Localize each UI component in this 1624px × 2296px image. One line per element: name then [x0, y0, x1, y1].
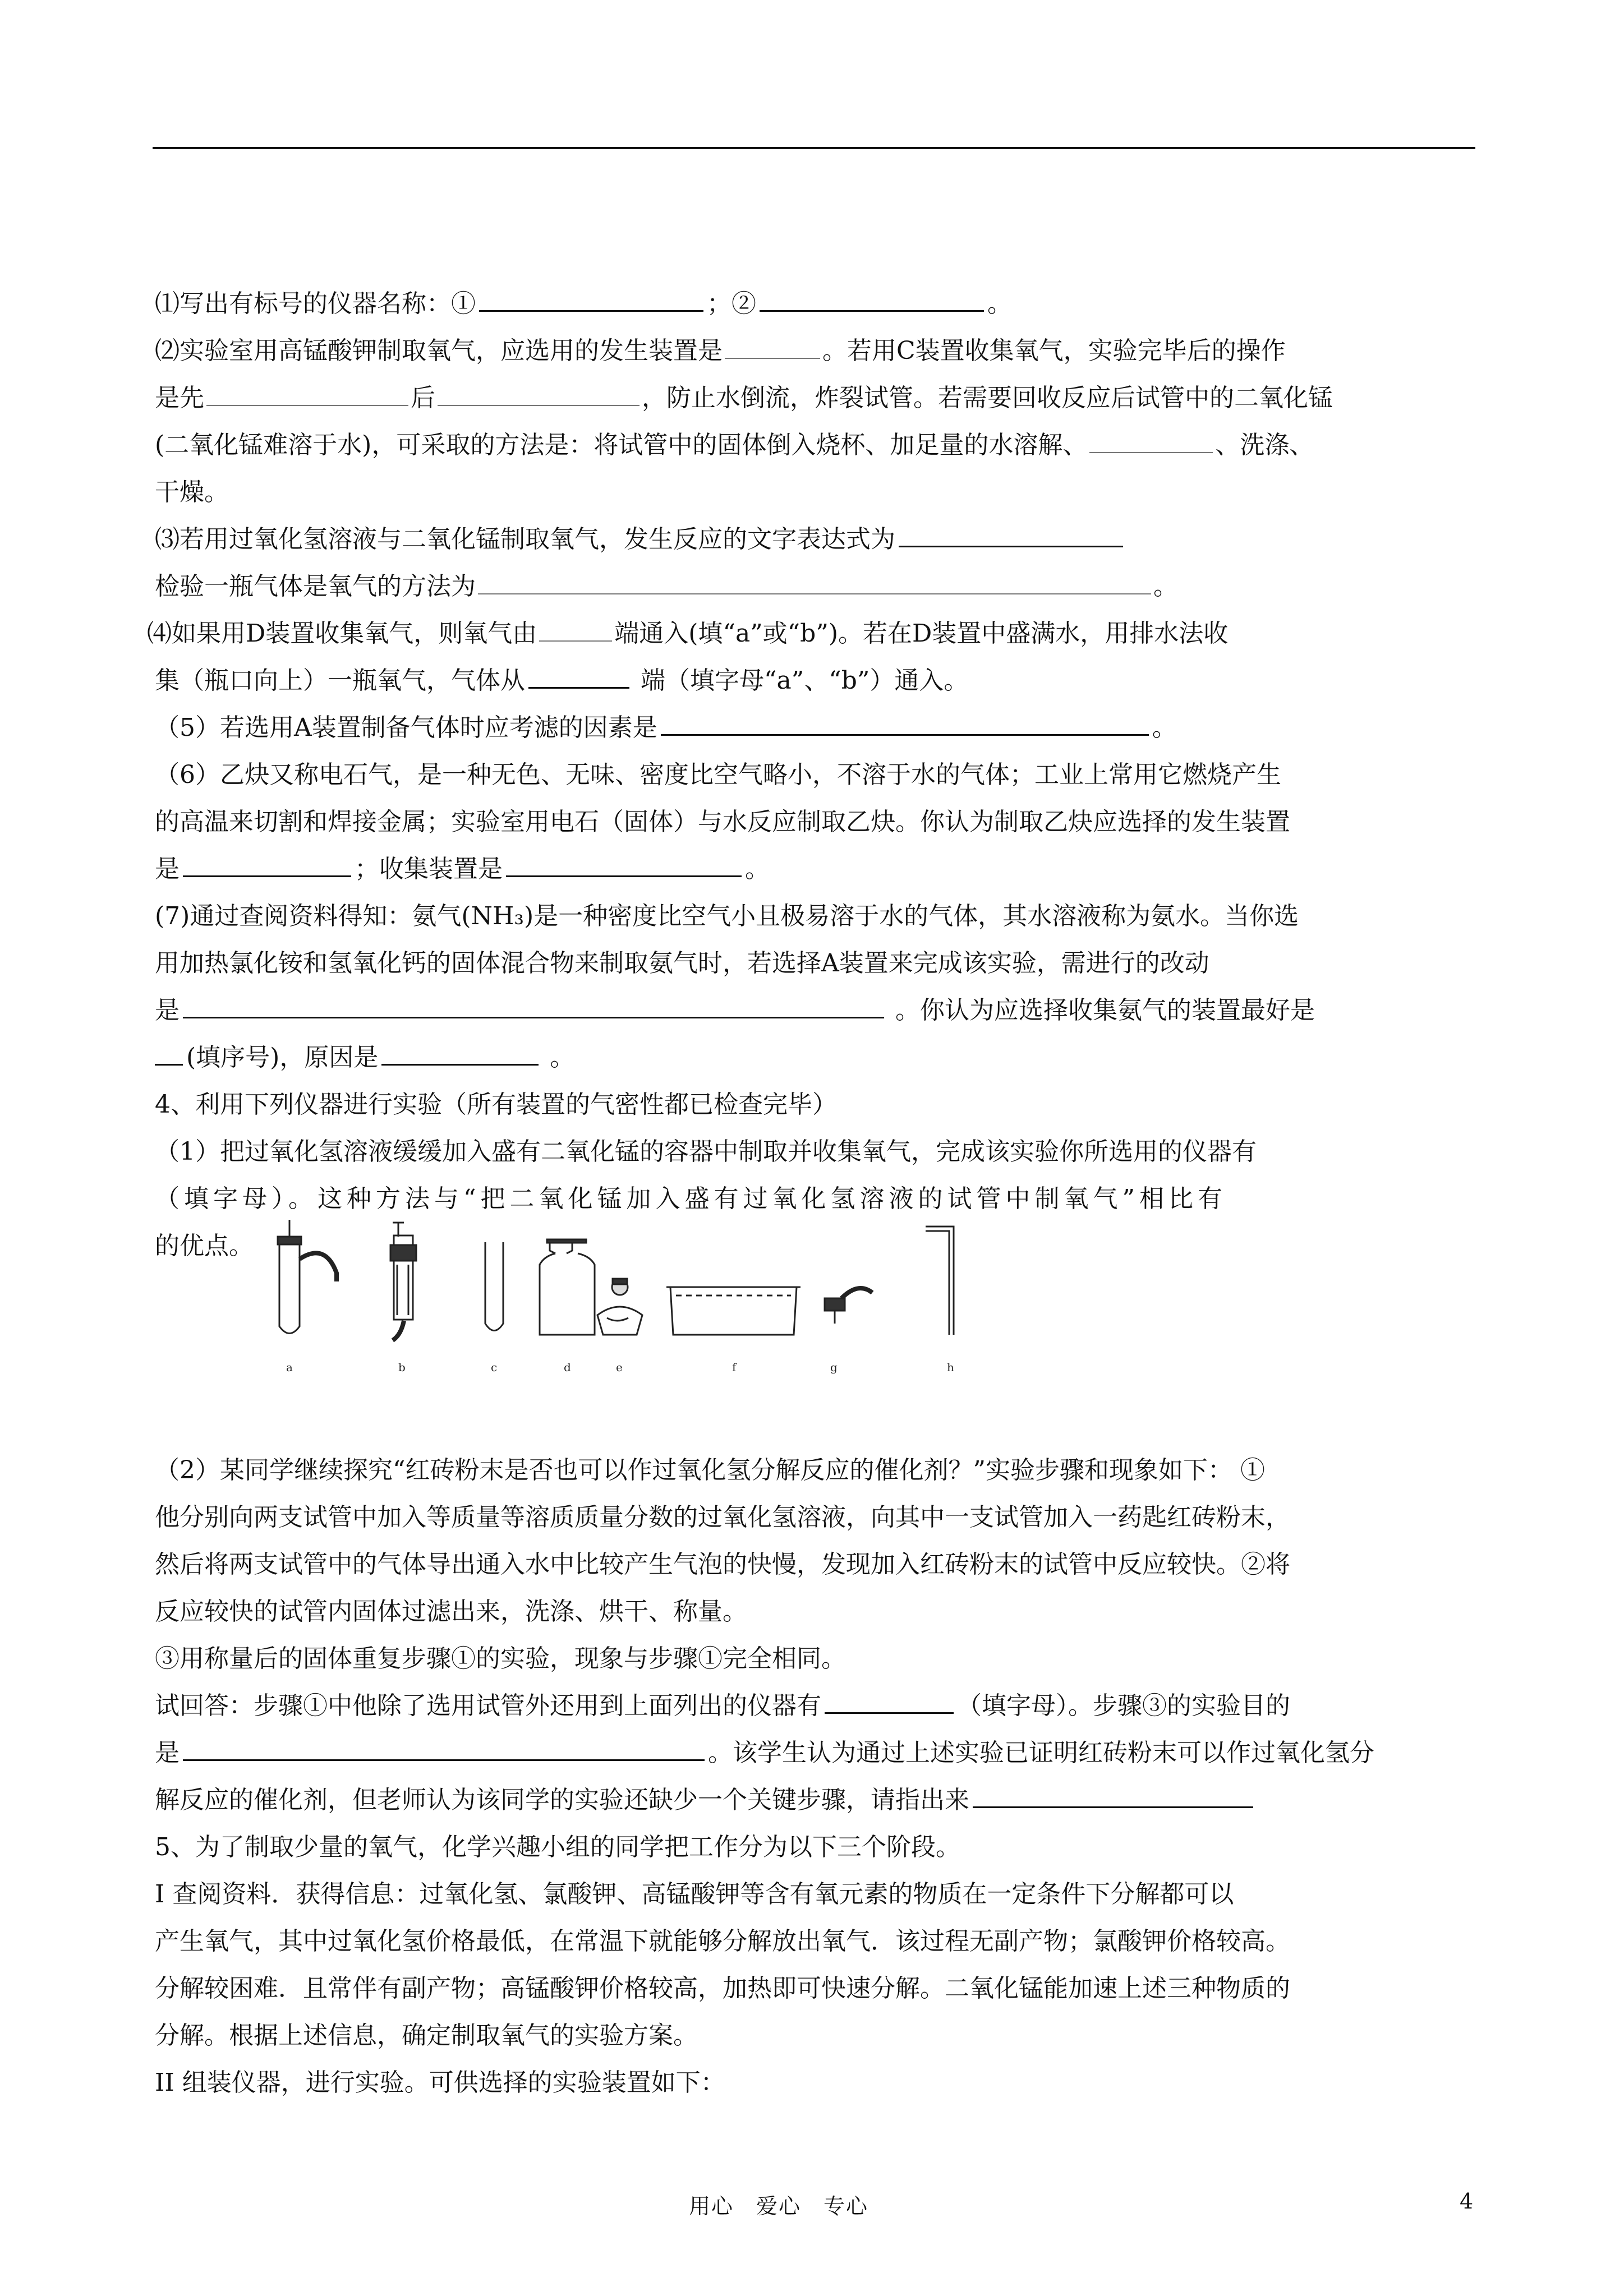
apparatus-label-h: h — [947, 1361, 954, 1374]
answer-blank[interactable] — [760, 283, 984, 312]
answer-blank[interactable] — [506, 849, 742, 877]
apparatus-f — [666, 1287, 801, 1335]
s4q2-line: 解反应的催化剂，但老师认为该同学的实验还缺少一个关键步骤，请指出来 — [155, 1777, 1479, 1824]
answer-blank[interactable] — [528, 660, 629, 689]
answer-blank[interactable] — [438, 378, 640, 406]
page-content — [147, 280, 1479, 1270]
apparatus-g — [825, 1288, 872, 1324]
apparatus-figure — [264, 1220, 1105, 1382]
answer-blank[interactable] — [155, 1037, 183, 1066]
q2-line: (二氧化锰难溶于水)，可采取的方法是：将试管中的固体倒入烧杯、加足量的水溶解、 、洗涤、 — [155, 422, 1479, 469]
s5-line: ΙΙ 组装仪器，进行实验。可供选择的实验装置如下： — [155, 2068, 725, 2097]
q7-line: (填序号)，原因是 。 — [155, 1034, 1479, 1081]
answer-blank[interactable] — [183, 849, 351, 877]
answer-blank[interactable] — [206, 378, 408, 406]
apparatus-c — [485, 1242, 503, 1331]
s4q2-line: 他分别向两支试管中加入等质量等溶质质量分数的过氧化氢溶液，向其中一支试管加入一药匙红砖粉末， — [155, 1503, 1290, 1532]
s4q2-line: 然后将两支试管中的气体导出通入水中比较产生气泡的快慢，发现加入红砖粉末的试管中反应较快。②将 — [155, 1550, 1290, 1579]
answer-blank[interactable] — [381, 1037, 539, 1066]
apparatus-label-f: f — [732, 1361, 737, 1374]
answer-blank[interactable] — [479, 283, 703, 312]
answer-blank[interactable] — [183, 1732, 705, 1761]
q5-line: （5）若选用A装置制备气体时应考滤的因素是 。 — [155, 704, 1479, 751]
q6-line: 的高温来切割和焊接金属；实验室用电石（固体）与水反应制取乙炔。你认为制取乙炔应选择的发生装置 — [155, 808, 1290, 836]
q6-line: 是 ；收集装置是 。 — [155, 846, 1479, 893]
apparatus-label-g: g — [830, 1361, 838, 1374]
apparatus-b — [390, 1223, 416, 1340]
s4q2-line: ③用称量后的固体重复步骤①的实验，现象与步骤①完全相同。 — [155, 1644, 846, 1673]
apparatus-e — [597, 1279, 642, 1335]
s4q2-line: 是 。该学生认为通过上述实验已证明红砖粉末可以作过氧化氢分 — [155, 1730, 1479, 1777]
answer-blank[interactable] — [973, 1779, 1253, 1808]
apparatus-h — [926, 1227, 954, 1335]
answer-blank[interactable] — [478, 566, 1151, 594]
answer-blank[interactable] — [825, 1685, 954, 1714]
apparatus-a — [278, 1220, 337, 1334]
s4q2-line: 试回答：步骤①中他除了选用试管外还用到上面列出的仪器有 （填字母）。步骤③的实验目的 — [155, 1682, 1479, 1730]
answer-blank[interactable] — [899, 519, 1123, 547]
q4-line: 集（瓶口向上）一瓶氧气，气体从 端（填字母“a”、“b”）通入。 — [155, 657, 1479, 704]
answer-blank[interactable] — [661, 707, 1149, 736]
s5-line: 分解较困难．且常伴有副产物；高锰酸钾价格较高，加热即可快速分解。二氧化锰能加速上述三种物质的 — [155, 1974, 1290, 2003]
s5-line: Ⅰ 查阅资料．获得信息：过氧化氢、氯酸钾、高锰酸钾等含有氧元素的物质在一定条件下分解都可以 — [155, 1880, 1234, 1908]
q7-line: 是 。你认为应选择收集氨气的装置最好是 — [155, 987, 1479, 1034]
header-rule — [153, 147, 1475, 149]
answer-blank[interactable] — [183, 990, 884, 1018]
footer-motto: 用心 爱心 专心 — [689, 2194, 869, 2219]
q3-line: ⑶若用过氧化氢溶液与二氧化锰制取氧气，发生反应的文字表达式为 — [155, 516, 1479, 563]
s4q1-line: （填字母）。这种方法与“把二氧化锰加入盛有过氧化氢溶液的试管中制氧气”相比有 — [155, 1184, 1227, 1213]
q3-line: 检验一瓶气体是氧气的方法为 。 — [155, 563, 1479, 610]
answer-blank[interactable] — [725, 331, 820, 359]
answer-blank[interactable] — [1089, 425, 1213, 453]
apparatus-drawing — [264, 1220, 1105, 1382]
s5-line: 产生氧气，其中过氧化氢价格最低，在常温下就能够分解放出氧气．该过程无副产物；氯酸钾价格较高。 — [155, 1927, 1290, 1956]
q7-line: 用加热氯化铵和氢氧化钙的固体混合物来制取氨气时，若选择A装置来完成该实验，需进行的改动 — [155, 949, 1209, 978]
apparatus-d — [540, 1239, 595, 1335]
apparatus-label-a: a — [286, 1361, 293, 1374]
q4-line: ⑷如果用D装置收集氧气，则氧气由 端通入(填“a”或“b”)。若在D装置中盛满水，用排水法收 — [147, 610, 1479, 657]
apparatus-label-d: d — [564, 1361, 571, 1374]
q6-line: （6）乙炔又称电石气，是一种无色、无味、密度比空气略小，不溶于水的气体；工业上常用它燃烧产生 — [155, 760, 1281, 789]
q2-line: ⑵实验室用高锰酸钾制取氧气，应选用的发生装置是 。若用C装置收集氧气，实验完毕后的操作 — [155, 328, 1479, 375]
s4q2-line: 反应较快的试管内固体过滤出来，洗涤、烘干、称量。 — [155, 1597, 747, 1626]
q1-line: ⑴写出有标号的仪器名称：① ；② 。 — [155, 280, 1479, 328]
s4q2-line: （2）某同学继续探究“红砖粉末是否也可以作过氧化氢分解反应的催化剂？”实验步骤和现象如下： ① — [155, 1456, 1265, 1484]
q7-line: (7)通过查阅资料得知：氨气(NH₃)是一种密度比空气小且极易溶于水的气体，其水溶液称为氨水。当你选 — [155, 902, 1299, 930]
section5-title: 5、为了制取少量的氧气，化学兴趣小组的同学把工作分为以下三个阶段。 — [155, 1833, 960, 1861]
apparatus-label-b: b — [398, 1361, 406, 1374]
section4-title: 4、利用下列仪器进行实验（所有装置的气密性都已检查完毕） — [155, 1090, 837, 1119]
s4q1-line: 的优点。 — [155, 1232, 254, 1260]
answer-blank[interactable] — [539, 614, 612, 642]
s5-line: 分解。根据上述信息，确定制取氧气的实验方案。 — [155, 2021, 698, 2050]
page-content-continued — [155, 1447, 1479, 2106]
apparatus-label-e: e — [616, 1361, 623, 1374]
page-number: 4 — [1460, 2189, 1474, 2214]
s4q1-line: （1）把过氧化氢溶液缓缓加入盛有二氧化锰的容器中制取并收集氧气，完成该实验你所选用的仪器有 — [155, 1137, 1257, 1166]
q2-line: 是先 后 ，防止水倒流，炸裂试管。若需要回收反应后试管中的二氧化锰 — [155, 375, 1479, 422]
apparatus-label-c: c — [491, 1361, 498, 1374]
q2-line: 干燥。 — [155, 478, 229, 506]
